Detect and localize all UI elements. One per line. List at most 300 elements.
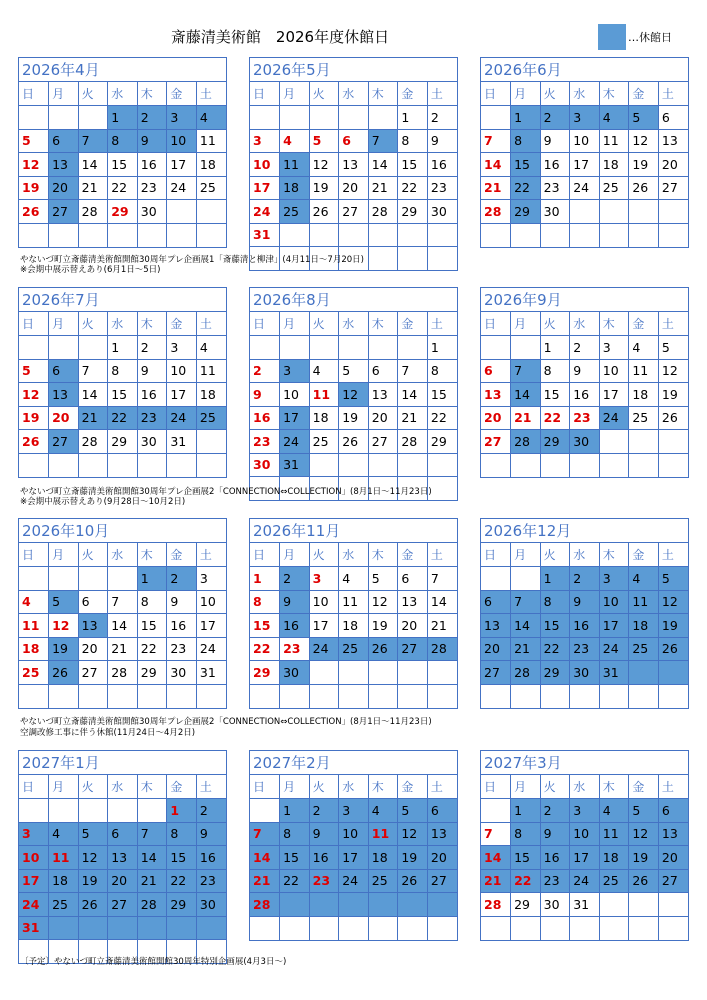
day-cell: 7: [511, 359, 541, 383]
day-cell: 8: [398, 129, 428, 153]
month-calendar: [480, 750, 689, 941]
month-calendar: [480, 518, 689, 709]
empty-cell: [49, 223, 79, 247]
month-header: 2026年8月: [250, 288, 457, 312]
day-cell: 24: [570, 176, 600, 200]
empty-cell: [78, 567, 108, 591]
day-cell: 27: [49, 200, 79, 224]
day-cell: 22: [540, 637, 570, 661]
weekday-header: 土: [658, 312, 688, 336]
day-cell: 11: [309, 383, 339, 407]
day-cell: 4: [339, 567, 369, 591]
day-cell: 6: [658, 106, 688, 130]
day-cell: 24: [309, 637, 339, 661]
empty-cell: [427, 223, 457, 247]
day-cell: 20: [108, 869, 138, 893]
day-cell: 5: [629, 799, 659, 823]
empty-cell: [427, 893, 457, 917]
day-cell: 10: [167, 129, 197, 153]
weekday-header: 日: [481, 543, 511, 567]
empty-cell: [599, 430, 629, 454]
day-cell: 18: [309, 406, 339, 430]
day-cell: 7: [78, 129, 108, 153]
day-cell: 5: [19, 359, 49, 383]
empty-cell: [481, 567, 511, 591]
day-cell: 15: [540, 614, 570, 638]
weekday-header: 土: [658, 543, 688, 567]
day-cell: 17: [309, 614, 339, 638]
day-cell: 1: [398, 106, 428, 130]
day-cell: 8: [427, 359, 457, 383]
empty-cell: [368, 684, 398, 708]
empty-cell: [427, 453, 457, 477]
empty-cell: [398, 247, 428, 271]
day-cell: 2: [137, 336, 167, 360]
day-cell: 2: [570, 336, 600, 360]
day-cell: 13: [78, 614, 108, 638]
day-cell: 1: [250, 567, 280, 591]
day-cell: 8: [511, 822, 541, 846]
day-cell: 1: [540, 336, 570, 360]
day-cell: 29: [108, 200, 138, 224]
empty-cell: [570, 684, 600, 708]
day-cell: 24: [339, 869, 369, 893]
day-cell: 22: [137, 637, 167, 661]
day-cell: 31: [196, 661, 226, 685]
empty-cell: [339, 916, 369, 940]
weekday-header: 土: [427, 543, 457, 567]
weekday-header: 月: [49, 82, 79, 106]
day-cell: 10: [599, 359, 629, 383]
page-title: 斎藤清美術館 2026年度休館日: [170, 28, 390, 46]
day-cell: 6: [427, 799, 457, 823]
empty-cell: [511, 567, 541, 591]
day-cell: 27: [339, 200, 369, 224]
day-cell: 9: [570, 590, 600, 614]
day-cell: 3: [196, 567, 226, 591]
day-cell: 19: [49, 637, 79, 661]
weekday-header: 金: [167, 775, 197, 799]
day-cell: 6: [368, 359, 398, 383]
empty-cell: [629, 223, 659, 247]
day-cell: 9: [137, 129, 167, 153]
empty-cell: [19, 336, 49, 360]
weekday-header: 木: [368, 82, 398, 106]
day-cell: 21: [368, 176, 398, 200]
empty-cell: [250, 684, 280, 708]
empty-cell: [427, 247, 457, 271]
month-calendar: [18, 750, 227, 964]
empty-cell: [368, 893, 398, 917]
empty-cell: [658, 430, 688, 454]
day-cell: 18: [196, 153, 226, 177]
legend: [598, 24, 672, 50]
empty-cell: [309, 106, 339, 130]
weekday-header: 月: [511, 82, 541, 106]
weekday-header: 水: [339, 312, 369, 336]
day-cell: 17: [167, 383, 197, 407]
day-cell: 14: [250, 846, 280, 870]
day-cell: 20: [658, 846, 688, 870]
weekday-header: 日: [481, 312, 511, 336]
empty-cell: [481, 106, 511, 130]
day-cell: 28: [481, 893, 511, 917]
empty-cell: [137, 223, 167, 247]
weekday-header: 火: [540, 543, 570, 567]
empty-cell: [49, 799, 79, 823]
empty-cell: [167, 200, 197, 224]
day-cell: 24: [167, 406, 197, 430]
empty-cell: [398, 223, 428, 247]
weekday-header: 火: [78, 82, 108, 106]
day-cell: 22: [250, 637, 280, 661]
day-cell: 31: [167, 430, 197, 454]
day-cell: 4: [196, 106, 226, 130]
day-cell: 29: [398, 200, 428, 224]
day-cell: 6: [49, 359, 79, 383]
empty-cell: [481, 799, 511, 823]
day-cell: 24: [19, 893, 49, 917]
day-cell: 5: [309, 129, 339, 153]
day-cell: 25: [599, 176, 629, 200]
day-cell: 19: [78, 869, 108, 893]
day-cell: 4: [368, 799, 398, 823]
day-cell: 18: [629, 383, 659, 407]
day-cell: 4: [309, 359, 339, 383]
weekday-header: 月: [280, 543, 310, 567]
empty-cell: [570, 453, 600, 477]
day-cell: 1: [511, 799, 541, 823]
day-cell: 4: [49, 822, 79, 846]
day-cell: 13: [108, 846, 138, 870]
empty-cell: [167, 453, 197, 477]
day-cell: 18: [368, 846, 398, 870]
day-cell: 17: [570, 846, 600, 870]
day-cell: 20: [481, 406, 511, 430]
day-cell: 27: [398, 637, 428, 661]
day-cell: 26: [658, 637, 688, 661]
day-cell: 10: [309, 590, 339, 614]
empty-cell: [280, 223, 310, 247]
day-cell: 14: [78, 153, 108, 177]
day-cell: 24: [250, 200, 280, 224]
day-cell: 9: [309, 822, 339, 846]
empty-cell: [599, 200, 629, 224]
note-line: ※会期中展示替えあり(6月1日～5日): [20, 265, 161, 275]
empty-cell: [599, 684, 629, 708]
empty-cell: [19, 567, 49, 591]
day-cell: 16: [137, 383, 167, 407]
day-cell: 25: [280, 200, 310, 224]
day-cell: 6: [339, 129, 369, 153]
day-cell: 17: [167, 153, 197, 177]
day-cell: 17: [196, 614, 226, 638]
empty-cell: [196, 684, 226, 708]
day-cell: 25: [629, 637, 659, 661]
weekday-header: 火: [309, 775, 339, 799]
weekday-header: 土: [427, 82, 457, 106]
day-cell: 29: [108, 430, 138, 454]
weekday-header: 金: [398, 543, 428, 567]
day-cell: 20: [398, 614, 428, 638]
day-cell: 6: [108, 822, 138, 846]
day-cell: 30: [570, 661, 600, 685]
weekday-header: 日: [19, 312, 49, 336]
empty-cell: [49, 684, 79, 708]
empty-cell: [368, 916, 398, 940]
empty-cell: [368, 247, 398, 271]
empty-cell: [309, 223, 339, 247]
empty-cell: [629, 661, 659, 685]
empty-cell: [309, 453, 339, 477]
day-cell: 21: [511, 637, 541, 661]
day-cell: 6: [481, 590, 511, 614]
day-cell: 18: [280, 176, 310, 200]
day-cell: 22: [511, 869, 541, 893]
day-cell: 13: [427, 822, 457, 846]
day-cell: 15: [167, 846, 197, 870]
empty-cell: [658, 661, 688, 685]
day-cell: 7: [427, 567, 457, 591]
weekday-header: 金: [629, 775, 659, 799]
day-cell: 12: [309, 153, 339, 177]
day-cell: 22: [540, 406, 570, 430]
empty-cell: [629, 453, 659, 477]
weekday-header: 土: [196, 82, 226, 106]
day-cell: 4: [599, 799, 629, 823]
day-cell: 9: [427, 129, 457, 153]
day-cell: 10: [19, 846, 49, 870]
weekday-header: 日: [250, 82, 280, 106]
day-cell: 12: [658, 359, 688, 383]
day-cell: 3: [167, 106, 197, 130]
day-cell: 25: [309, 430, 339, 454]
empty-cell: [78, 453, 108, 477]
empty-cell: [339, 223, 369, 247]
day-cell: 2: [167, 567, 197, 591]
day-cell: 27: [368, 430, 398, 454]
day-cell: 28: [78, 200, 108, 224]
month-header: 2026年4月: [19, 58, 226, 82]
day-cell: 3: [280, 359, 310, 383]
day-cell: 23: [280, 637, 310, 661]
day-cell: 20: [49, 176, 79, 200]
day-cell: 28: [78, 430, 108, 454]
empty-cell: [137, 799, 167, 823]
day-cell: 19: [368, 614, 398, 638]
empty-cell: [540, 684, 570, 708]
month-header: 2027年3月: [481, 751, 688, 775]
note-line: やないづ町立斎藤清美術館開館30周年プレ企画展1「斎藤清と柳津」(4月11日～7月20日): [20, 255, 364, 265]
legend-label: …休館日: [628, 31, 672, 44]
empty-cell: [511, 916, 541, 940]
month-calendar: [249, 750, 458, 941]
empty-cell: [368, 106, 398, 130]
legend-swatch: [598, 24, 626, 50]
weekday-header: 金: [629, 312, 659, 336]
empty-cell: [137, 916, 167, 940]
day-cell: 19: [19, 406, 49, 430]
day-cell: 9: [167, 590, 197, 614]
day-cell: 16: [280, 614, 310, 638]
day-cell: 2: [250, 359, 280, 383]
day-cell: 1: [108, 106, 138, 130]
day-cell: 14: [481, 153, 511, 177]
day-cell: 11: [368, 822, 398, 846]
day-cell: 13: [658, 129, 688, 153]
day-cell: 27: [427, 869, 457, 893]
month-header: 2027年2月: [250, 751, 457, 775]
month-calendar: [249, 287, 458, 501]
note-line: やないづ町立斎藤清美術館開館30周年プレ企画展2「CONNECTION⇔COLLECTION」(8月1日～11月23日): [20, 717, 432, 727]
empty-cell: [196, 223, 226, 247]
weekday-header: 火: [309, 543, 339, 567]
note-line: やないづ町立斎藤清美術館開館30周年プレ企画展2「CONNECTION⇔COLLECTION」(8月1日～11月23日): [20, 487, 432, 497]
empty-cell: [481, 336, 511, 360]
empty-cell: [250, 336, 280, 360]
weekday-header: 月: [280, 82, 310, 106]
day-cell: 17: [280, 406, 310, 430]
day-cell: 22: [108, 176, 138, 200]
day-cell: 25: [19, 661, 49, 685]
day-cell: 9: [540, 129, 570, 153]
weekday-header: 水: [570, 543, 600, 567]
empty-cell: [280, 916, 310, 940]
day-cell: 14: [108, 614, 138, 638]
day-cell: 17: [599, 383, 629, 407]
empty-cell: [398, 336, 428, 360]
day-cell: 24: [196, 637, 226, 661]
empty-cell: [427, 916, 457, 940]
empty-cell: [49, 106, 79, 130]
day-cell: 14: [78, 383, 108, 407]
day-cell: 3: [167, 336, 197, 360]
weekday-header: 月: [280, 312, 310, 336]
day-cell: 12: [629, 129, 659, 153]
day-cell: 11: [196, 359, 226, 383]
day-cell: 4: [280, 129, 310, 153]
day-cell: 31: [599, 661, 629, 685]
day-cell: 5: [19, 129, 49, 153]
day-cell: 21: [427, 614, 457, 638]
day-cell: 5: [658, 567, 688, 591]
day-cell: 23: [137, 406, 167, 430]
day-cell: 29: [540, 661, 570, 685]
day-cell: 11: [599, 822, 629, 846]
month-header: 2026年6月: [481, 58, 688, 82]
weekday-header: 土: [196, 775, 226, 799]
weekday-header: 日: [250, 543, 280, 567]
month-header: 2026年5月: [250, 58, 457, 82]
day-cell: 2: [309, 799, 339, 823]
day-cell: 19: [339, 406, 369, 430]
weekday-header: 水: [570, 312, 600, 336]
day-cell: 17: [570, 153, 600, 177]
month-calendar: [480, 57, 689, 248]
empty-cell: [398, 684, 428, 708]
day-cell: 14: [511, 614, 541, 638]
weekday-header: 月: [49, 312, 79, 336]
day-cell: 2: [570, 567, 600, 591]
empty-cell: [78, 336, 108, 360]
day-cell: 19: [629, 153, 659, 177]
month-calendar: [249, 518, 458, 709]
day-cell: 3: [570, 799, 600, 823]
day-cell: 9: [250, 383, 280, 407]
day-cell: 1: [108, 336, 138, 360]
empty-cell: [19, 453, 49, 477]
weekday-header: 土: [658, 82, 688, 106]
day-cell: 16: [250, 406, 280, 430]
day-cell: 13: [49, 153, 79, 177]
empty-cell: [511, 336, 541, 360]
empty-cell: [540, 916, 570, 940]
day-cell: 8: [108, 129, 138, 153]
weekday-header: 木: [137, 543, 167, 567]
empty-cell: [540, 453, 570, 477]
day-cell: 15: [280, 846, 310, 870]
weekday-header: 水: [108, 775, 138, 799]
empty-cell: [19, 684, 49, 708]
empty-cell: [511, 684, 541, 708]
day-cell: 12: [19, 383, 49, 407]
empty-cell: [570, 916, 600, 940]
day-cell: 13: [339, 153, 369, 177]
day-cell: 24: [599, 406, 629, 430]
day-cell: 30: [570, 430, 600, 454]
note-line: ※会期中展示替えあり(9月28日～10月2日): [20, 497, 186, 507]
weekday-header: 金: [629, 543, 659, 567]
day-cell: 15: [398, 153, 428, 177]
day-cell: 8: [250, 590, 280, 614]
day-cell: 23: [137, 176, 167, 200]
weekday-header: 木: [368, 312, 398, 336]
day-cell: 23: [309, 869, 339, 893]
weekday-header: 日: [250, 775, 280, 799]
day-cell: 26: [19, 200, 49, 224]
day-cell: 16: [427, 153, 457, 177]
day-cell: 23: [427, 176, 457, 200]
day-cell: 18: [19, 637, 49, 661]
day-cell: 13: [368, 383, 398, 407]
weekday-header: 木: [368, 543, 398, 567]
empty-cell: [309, 916, 339, 940]
day-cell: 1: [137, 567, 167, 591]
day-cell: 16: [137, 153, 167, 177]
weekday-header: 月: [280, 775, 310, 799]
empty-cell: [570, 200, 600, 224]
empty-cell: [137, 684, 167, 708]
day-cell: 3: [599, 567, 629, 591]
day-cell: 12: [368, 590, 398, 614]
weekday-header: 土: [196, 543, 226, 567]
day-cell: 5: [339, 359, 369, 383]
empty-cell: [19, 223, 49, 247]
day-cell: 27: [108, 893, 138, 917]
weekday-header: 火: [540, 312, 570, 336]
day-cell: 20: [481, 637, 511, 661]
day-cell: 26: [629, 176, 659, 200]
empty-cell: [481, 453, 511, 477]
day-cell: 16: [196, 846, 226, 870]
day-cell: 18: [49, 869, 79, 893]
day-cell: 26: [339, 430, 369, 454]
day-cell: 21: [398, 406, 428, 430]
day-cell: 6: [398, 567, 428, 591]
empty-cell: [196, 916, 226, 940]
day-cell: 12: [339, 383, 369, 407]
day-cell: 2: [427, 106, 457, 130]
